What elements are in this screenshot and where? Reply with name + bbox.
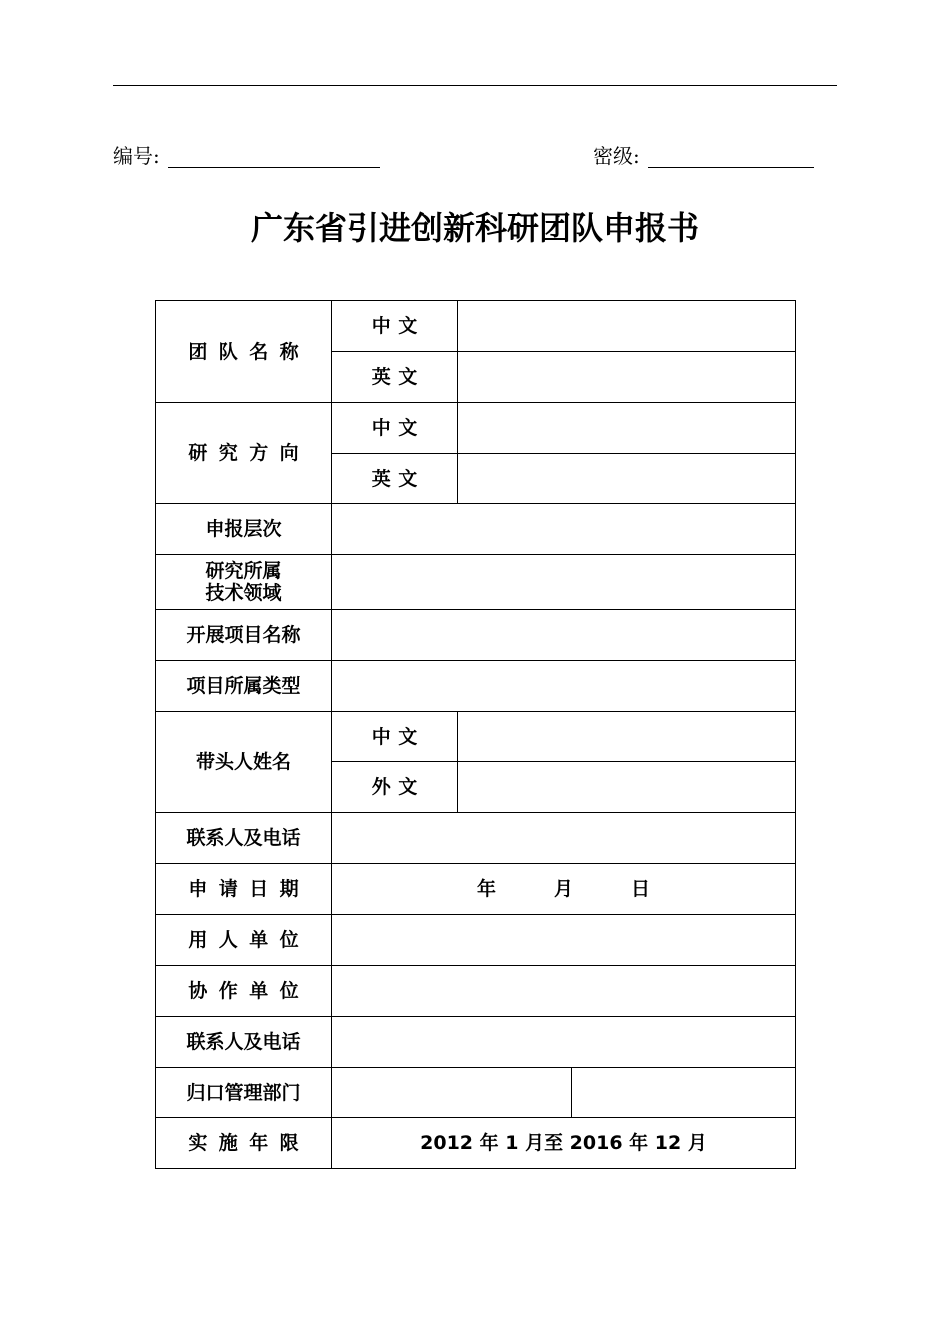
team-name-en-value[interactable] [458, 352, 796, 403]
apply-level-value[interactable] [332, 504, 796, 555]
tech-field-label-line1: 研究所属 [205, 560, 282, 582]
secret-level-field [593, 144, 814, 168]
period-label: 实施年限 [156, 1118, 332, 1169]
leader-name-cn-label: 中文 [332, 712, 458, 762]
secret-label: 密级: [593, 144, 640, 168]
contact-phone-label-2: 联系人及电话 [156, 1017, 332, 1068]
project-type-value[interactable] [332, 661, 796, 712]
partner-label: 协作单位 [156, 966, 332, 1017]
date-month-label: 月 [553, 878, 573, 900]
tech-field-label-line2: 技术领域 [205, 582, 282, 604]
leader-name-cn-value[interactable] [458, 712, 796, 762]
number-blank[interactable] [168, 147, 380, 168]
research-direction-cn-value[interactable] [458, 403, 796, 454]
dept-label: 归口管理部门 [156, 1068, 332, 1118]
tech-field-label [156, 555, 332, 610]
period-value: 2012 年 1 月至 2016 年 12 月 [332, 1118, 796, 1169]
number-field [113, 144, 380, 168]
research-direction-en-label: 英文 [332, 454, 458, 504]
document-title: 广东省引进创新科研团队申报书 [250, 209, 699, 247]
tech-field-value[interactable] [332, 555, 796, 610]
dept-value-2[interactable] [572, 1068, 796, 1118]
apply-date-label: 申请日期 [156, 864, 332, 915]
leader-name-foreign-label: 外文 [332, 762, 458, 813]
research-direction-label: 研究方向 [156, 403, 332, 504]
date-year-label: 年 [476, 878, 496, 900]
project-type-label: 项目所属类型 [156, 661, 332, 712]
application-form-table [155, 300, 796, 1169]
secret-blank[interactable] [648, 147, 814, 168]
team-name-en-label: 英文 [332, 352, 458, 403]
contact-phone-label-1: 联系人及电话 [156, 813, 332, 864]
apply-level-label: 申报层次 [156, 504, 332, 555]
apply-date-value[interactable] [332, 864, 796, 915]
research-direction-cn-label: 中文 [332, 403, 458, 454]
contact-phone-value-1[interactable] [332, 813, 796, 864]
top-rule [113, 85, 837, 86]
project-name-value[interactable] [332, 610, 796, 661]
date-day-label: 日 [631, 878, 651, 900]
contact-phone-value-2[interactable] [332, 1017, 796, 1068]
team-name-cn-label: 中文 [332, 301, 458, 352]
team-name-label: 团队名称 [156, 301, 332, 403]
research-direction-en-value[interactable] [458, 454, 796, 504]
employer-value[interactable] [332, 915, 796, 966]
number-label: 编号: [113, 144, 160, 168]
project-name-label: 开展项目名称 [156, 610, 332, 661]
leader-name-foreign-value[interactable] [458, 762, 796, 813]
partner-value[interactable] [332, 966, 796, 1017]
dept-value-1[interactable] [332, 1068, 572, 1118]
leader-name-label: 带头人姓名 [156, 712, 332, 813]
team-name-cn-value[interactable] [458, 301, 796, 352]
employer-label: 用人单位 [156, 915, 332, 966]
